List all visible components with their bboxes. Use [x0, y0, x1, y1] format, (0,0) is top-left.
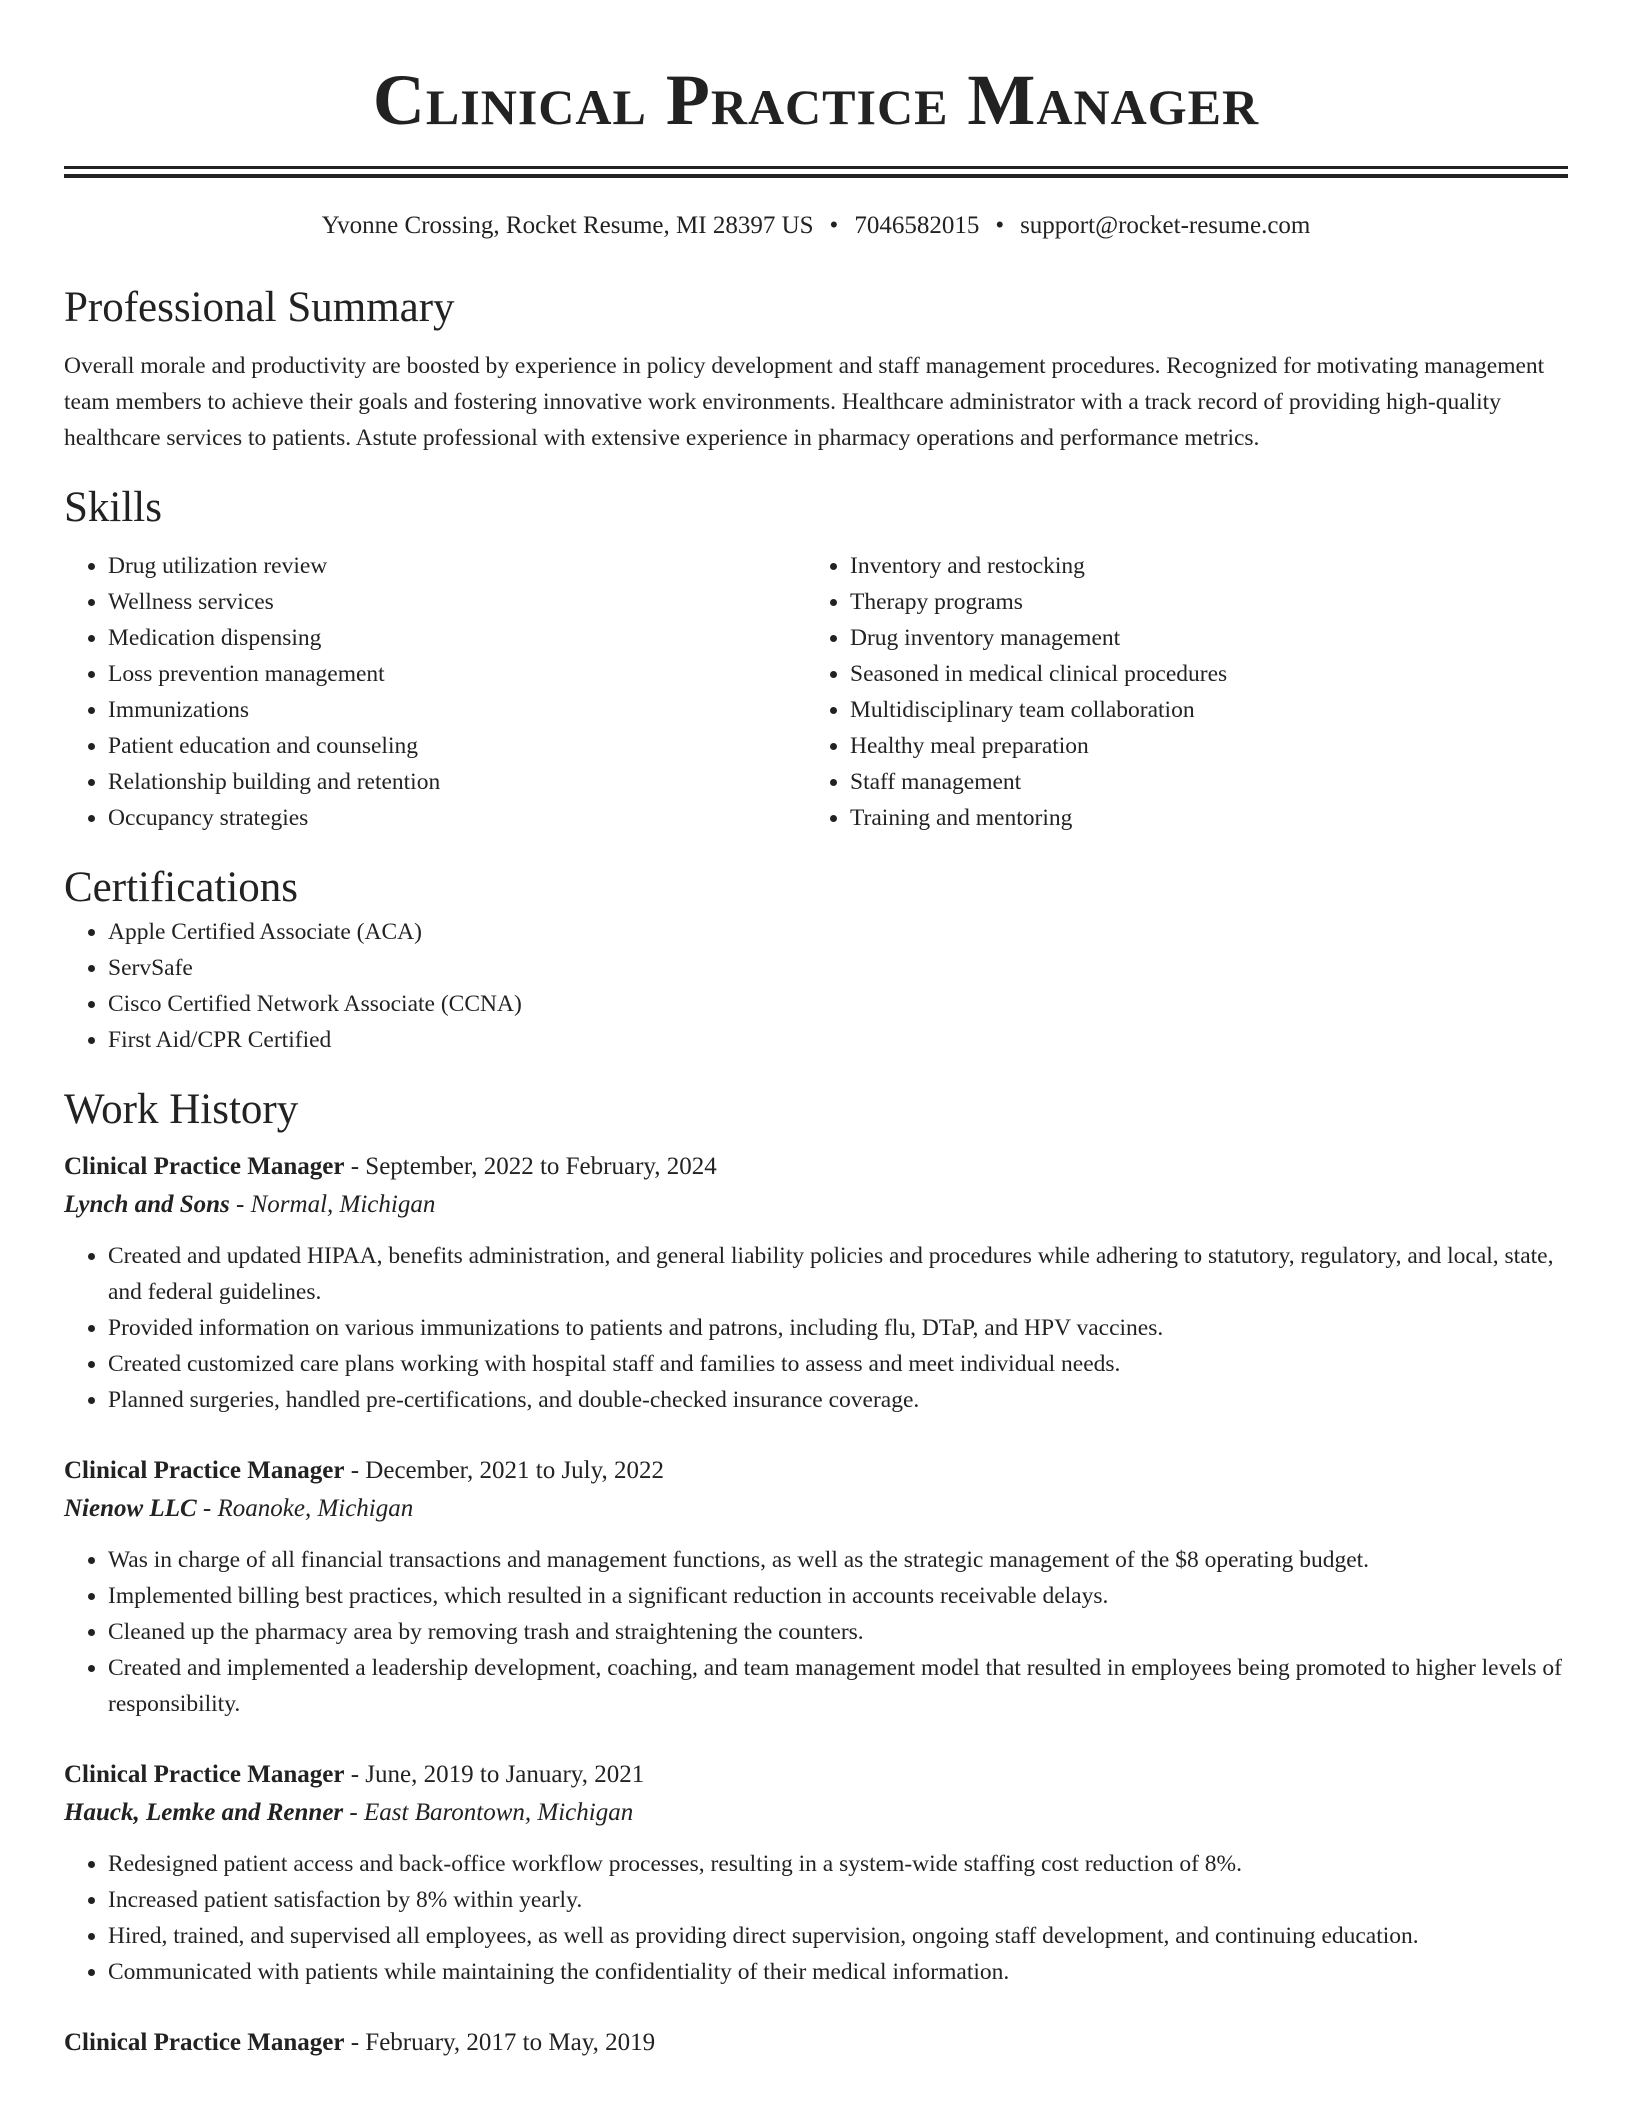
job-bullets [64, 1542, 1568, 1722]
skill-item: • Occupancy strategies [108, 800, 806, 836]
job-bullet: • Was in charge of all financial transactions and management functions, as well as the strategic management of the $8 operating budget. [108, 1542, 1568, 1578]
job-bullet: • Implemented billing best practices, which resulted in a significant reduction in accounts receivable delays. [108, 1578, 1568, 1614]
job-title: Clinical Practice Manager [64, 1153, 345, 1180]
skill-item: • Training and mentoring [850, 800, 1548, 836]
job-company: Hauck, Lemke and Renner [64, 1799, 344, 1826]
job-company-line [64, 1186, 1568, 1224]
job-bullet: • Hired, trained, and supervised all employees, as well as providing direct supervision, ongoing staff development, and continuing education. [108, 1918, 1568, 1954]
job-location: - Normal, Michigan [229, 1191, 436, 1218]
skill-item: • Inventory and restocking [850, 548, 1548, 584]
skill-item: • Staff management [850, 764, 1548, 800]
summary-heading: Professional Summary [64, 284, 455, 331]
skill-item: • Wellness services [108, 584, 806, 620]
contact-email: support@rocket-resume.com [1020, 212, 1311, 239]
certifications-heading: Certifications [64, 864, 299, 911]
job-bullet: • Increased patient satisfaction by 8% within yearly. [108, 1882, 1568, 1918]
job-title-line [64, 1756, 1568, 1794]
job-bullet: • Communicated with patients while maintaining the confidentiality of their medical information. [108, 1954, 1568, 1990]
job-bullet: • Redesigned patient access and back-office workflow processes, resulting in a system-wide staffing cost reduction of 8%. [108, 1846, 1568, 1882]
title-double-rule [64, 166, 1568, 178]
skill-item: • Immunizations [108, 692, 806, 728]
job-title: Clinical Practice Manager [64, 2029, 345, 2056]
skill-item: • Therapy programs [850, 584, 1548, 620]
job-bullet: • Created and implemented a leadership development, coaching, and team management model that resulted in employees being promoted to higher levels of responsibility. [108, 1650, 1568, 1722]
job-bullets [64, 1238, 1568, 1418]
job-company-line [64, 1490, 1568, 1528]
certification-item: • Cisco Certified Network Associate (CCNA) [108, 986, 1568, 1022]
job-title: Clinical Practice Manager [64, 1761, 345, 1788]
job-company-line [64, 1794, 1568, 1832]
skill-item: • Relationship building and retention [108, 764, 806, 800]
job-company: Nienow LLC [64, 1495, 197, 1522]
job-location: - Roanoke, Michigan [196, 1495, 414, 1522]
contact-line [64, 210, 1568, 242]
skill-item: • Healthy meal preparation [850, 728, 1548, 764]
certifications-list [64, 914, 1568, 1058]
job-dates: - September, 2022 to February, 2024 [344, 1153, 717, 1180]
skill-item: • Drug utilization review [108, 548, 806, 584]
skill-item: • Drug inventory management [850, 620, 1548, 656]
job-company: Lynch and Sons [64, 1191, 230, 1218]
certification-item: • ServSafe [108, 950, 1568, 986]
job-title: Clinical Practice Manager [64, 1457, 345, 1484]
job-dates: - June, 2019 to January, 2021 [344, 1761, 645, 1788]
job-location: - East Barontown, Michigan [343, 1799, 634, 1826]
skills-columns [64, 548, 1568, 836]
summary-text: Overall morale and productivity are boosted by experience in policy development and staff management procedures. Recognized for motivating management team members to achieve their goals and fostering innovative work environments. Healthcare administrator with a track record of providing high-quality healthcare services to patients. Astute professional with extensive experience in pharmacy operations and performance metrics. [64, 353, 1545, 451]
contact-phone: 7046582015 [854, 212, 980, 239]
job-entry [64, 2024, 1568, 2062]
job-bullet: • Provided information on various immunizations to patients and patrons, including flu, DTaP, and HPV vaccines. [108, 1310, 1568, 1346]
job-title-line [64, 1148, 1568, 1186]
skill-item: • Medication dispensing [108, 620, 806, 656]
job-entry [64, 1756, 1568, 1990]
skill-item: • Loss prevention management [108, 656, 806, 692]
job-bullet: • Planned surgeries, handled pre-certifications, and double-checked insurance coverage. [108, 1382, 1568, 1418]
contact-address: Yvonne Crossing, Rocket Resume, MI 28397 US [321, 212, 814, 239]
job-title-line [64, 2024, 1568, 2062]
work-history-heading: Work History [64, 1086, 299, 1133]
skill-item: • Multidisciplinary team collaboration [850, 692, 1548, 728]
skills-heading: Skills [64, 484, 162, 531]
contact-separator: • [995, 212, 1005, 239]
job-dates: - December, 2021 to July, 2022 [344, 1457, 664, 1484]
job-bullet: • Created customized care plans working with hospital staff and families to assess and meet individual needs. [108, 1346, 1568, 1382]
skills-right-list [806, 548, 1548, 836]
skill-item: • Patient education and counseling [108, 728, 806, 764]
certification-item: • Apple Certified Associate (ACA) [108, 914, 1568, 950]
page-title: Clinical Practice Manager [372, 60, 1260, 140]
job-bullet: • Cleaned up the pharmacy area by removing trash and straightening the counters. [108, 1614, 1568, 1650]
job-dates: - February, 2017 to May, 2019 [344, 2029, 656, 2056]
contact-separator: • [829, 212, 839, 239]
job-title-line [64, 1452, 1568, 1490]
job-bullet: • Created and updated HIPAA, benefits administration, and general liability policies and procedures while adhering to statutory, regulatory, and local, state, and federal guidelines. [108, 1238, 1568, 1310]
skills-left-list [64, 548, 806, 836]
job-entry [64, 1452, 1568, 1722]
job-entry [64, 1148, 1568, 1418]
certification-item: • First Aid/CPR Certified [108, 1022, 1568, 1058]
job-bullets [64, 1846, 1568, 1990]
skill-item: • Seasoned in medical clinical procedures [850, 656, 1548, 692]
